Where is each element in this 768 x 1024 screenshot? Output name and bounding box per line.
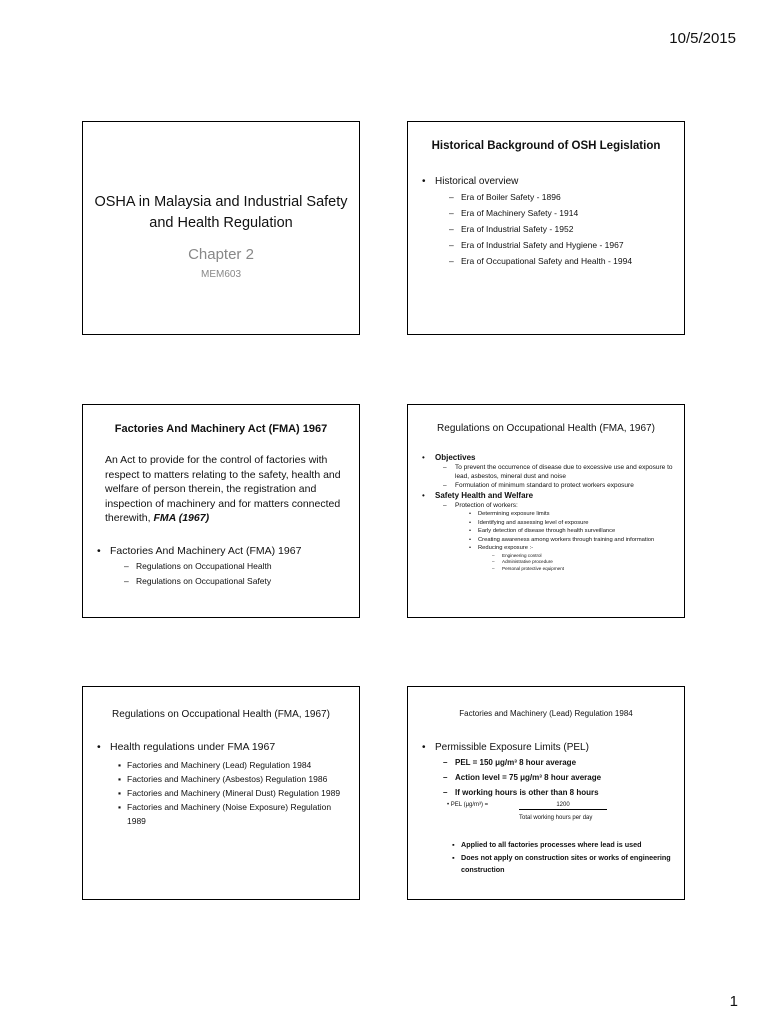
quote-source: FMA (1967) [153,512,210,524]
list-item: – Era of Industrial Safety - 1952 [449,221,676,237]
list-item: ▪ Factories and Machinery (Mineral Dust) Regulation 1989 [118,786,351,800]
bullet-text: Factories And Machinery Act (FMA) 1967 [110,545,302,557]
page-number: 1 [729,993,738,1010]
slide-1-title [82,121,360,335]
list-item: – To prevent the occurrence of disease due to excessive use and exposure to lead, asbestos, mineral dust and noise [443,463,676,481]
welfare-label: Safety Health and Welfare [435,491,534,500]
list-item: – Era of Boiler Safety - 1896 [449,189,676,205]
slide-title: Historical Background of OSH Legislation [431,140,661,152]
list-item: ▪ Factories and Machinery (Lead) Regulation 1984 [118,758,351,772]
list-item: – Era of Machinery Safety - 1914 [449,205,676,221]
slide-5-health-regulations [82,686,360,900]
quote-text: An Act to provide for the control of factories with respect to matters relating to the safety, health and welfare of person therein, the registration and inspection of machinery and for matters connected therewith, [105,454,341,524]
bullet-text: Historical overview [435,176,519,187]
list-item: – Administrative procedure [492,559,676,566]
slide-4-occupational-health [407,404,685,618]
slide-title: OSHA in Malaysia and Industrial Safety and Health Regulation [94,194,348,231]
slide-3-fma [82,404,360,618]
slide-body [422,174,676,269]
list-item: • Creating awareness among workers through training and information [469,536,676,545]
page-date: 10/5/2015 [669,30,736,47]
formula-lhs-text: PEL (μg/m³) = [450,802,489,808]
slide-title: Regulations on Occupational Health (FMA, 1967) [437,423,655,434]
list-item: • Identifying and assessing level of exposure [469,519,676,528]
bullet-text: Permissible Exposure Limits (PEL) [435,742,589,753]
bullet-item [422,740,676,800]
formula-numerator: 1200 [519,802,607,810]
chapter-label: Chapter 2 [188,246,254,263]
list-item: – Engineering control [492,553,676,560]
slide-body [422,452,676,572]
list-item: – Regulations on Occupational Health [124,559,351,574]
act-definition [105,453,343,526]
objectives-label: Objectives [435,453,476,462]
bullet-item [422,174,676,269]
list-item: ▪ Does not apply on construction sites or works of engineering construction [452,852,674,877]
bullet-item [97,543,351,589]
pel-formula [447,802,677,826]
bullet-text: Health regulations under FMA 1967 [110,741,276,753]
reducing-label: Reducing exposure :- [478,545,534,551]
list-item [443,501,676,572]
formula-denominator: Total working hours per day [519,815,593,821]
list-item: – Regulations on Occupational Safety [124,574,351,589]
course-code: MEM603 [200,269,241,280]
list-item: – PEL = 150 μg/m³ 8 hour average [443,755,676,770]
list-item: – Formulation of minimum standard to protect workers exposure [443,481,676,490]
slide-title: Regulations on Occupational Health (FMA, 1967) [112,709,330,720]
list-item: – Action level = 75 μg/m³ 8 hour average [443,770,676,785]
list-item [469,544,676,572]
slide-title: Factories and Machinery (Lead) Regulation 1984 [459,709,633,718]
list-item: ▪ Applied to all factories processes where lead is used [452,839,674,852]
list-item: • Determining exposure limits [469,510,676,519]
list-item: ▪ Factories and Machinery (Asbestos) Regulation 1986 [118,772,351,786]
formula-lhs: • PEL (μg/m³) = [447,802,489,808]
slide-body [422,740,676,800]
list-item: – Era of Occupational Safety and Health - 1994 [449,253,676,269]
slide-title: Factories And Machinery Act (FMA) 1967 [114,423,328,435]
list-item: – If working hours is other than 8 hours [443,785,676,800]
slide-6-lead-regulation [407,686,685,900]
list-item: – Era of Industrial Safety and Hygiene - 1967 [449,237,676,253]
list-item: • Early detection of disease through health surveillance [469,527,676,536]
slide-body [97,740,351,828]
bullet-item [422,490,676,572]
bullet-item [422,452,676,490]
protection-label: Protection of workers: [455,502,518,509]
list-item: ▪ Factories and Machinery (Noise Exposure) Regulation 1989 [118,800,351,828]
slide-2-history [407,121,685,335]
notes-list [452,839,674,877]
list-item: – Personal protective equipment [492,566,676,573]
bullet-item [97,740,351,828]
slide-body [97,543,351,589]
